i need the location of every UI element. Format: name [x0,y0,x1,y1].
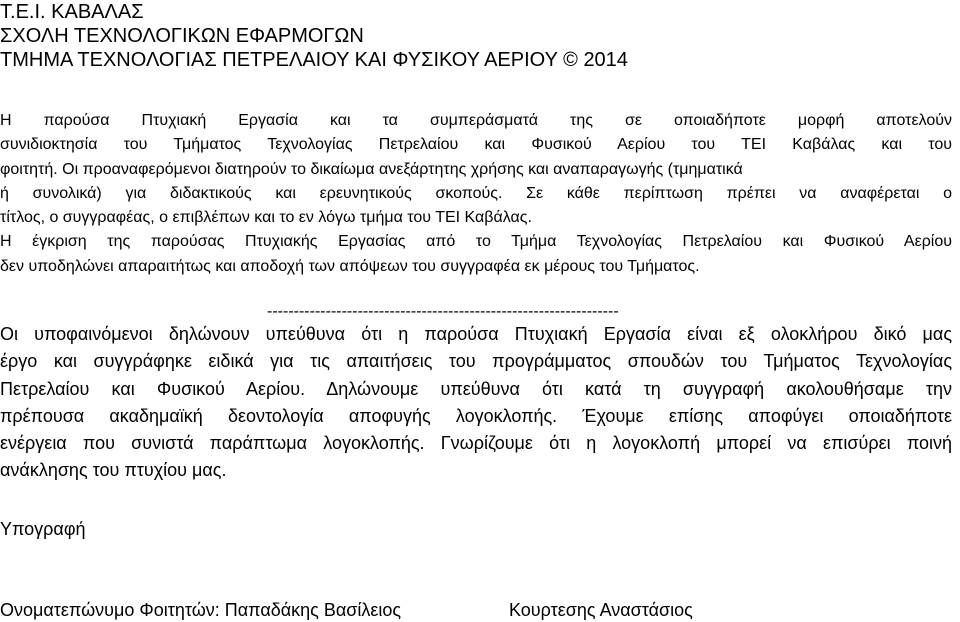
declaration-line: έργο και συγγράφηκε ειδικά για τις απαιτήσεις του προγράμματος σπουδών του Τμήματος Τεχνολογίας [0,351,952,372]
signature-label: Υπογραφή [0,519,86,539]
notice-line: ή συνολικά) για διδακτικούς και ερευνητικούς σκοπούς. Σε κάθε περίπτωση πρέπει να αναφέρεται ο [0,184,952,202]
department-line [0,48,960,72]
notice-line: Η έγκριση της παρούσας Πτυχιακής Εργασίας από το Τμήμα Τεχνολογίας Πετρελαίου και Φυσικού Αερίου [0,233,952,251]
declaration-line: Οι υποφαινόμενοι δηλώνουν υπεύθυνα ότι η παρούσα Πτυχιακή Εργασία είναι εξ ολοκλήρου δικό μας [0,324,952,344]
student-name: Ονοματεπώνυμο Φοιτητών: Παπαδάκης Βασίλειος [0,600,402,620]
document-header [0,0,960,72]
notice-line: φοιτητή. Οι προαναφερόμενοι διατηρούν το δικαίωμα ανεξάρτητης χρήσης και αναπαραγωγής (τμηματικά [0,160,743,178]
notice-line: δεν υποδηλώνει απαραιτήτως και αποδοχή των απόψεων του συγγραφέα εκ μέρους του Τμήματος. [0,257,700,275]
notice-line: Η παρούσα Πτυχιακή Εργασία και τα συμπεράσματά της σε οποιαδήποτε μορφή αποτελούν [0,112,952,129]
supervisor-name: Κουρτεσης Αναστάσιος [509,600,693,620]
school-name: ΣΧΟΛΗ ΤΕΧΝΟΛΟΓΙΚΩΝ ΕΦΑΡΜΟΓΩΝ [0,25,364,47]
declaration-line: Πετρελαίου και Φυσικού Αερίου. Δηλώνουμε υπεύθυνα ότι κατά τη συγγραφή ακολουθήσαμε την [0,378,952,399]
institution-name: Τ.Ε.Ι. ΚΑΒΑΛΑΣ [0,1,144,23]
section-separator: ------------------------------------------------------------------ [267,303,619,320]
author-declaration [0,321,952,485]
declaration-line: πρέπουσα ακαδημαϊκή δεοντολογία αποφυγής λογοκλοπής. Έχουμε επίσης αποφύγει οποιαδήποτε [0,405,952,426]
notice-line: συνιδιοκτησία του Τμήματος Τεχνολογίας Πετρελαίου και Φυσικού Αερίου του ΤΕΙ Καβάλας και του [0,136,952,154]
copyright-notice [0,109,952,279]
department-name: ΤΜΗΜΑ ΤΕΧΝΟΛΟΓΙΑΣ ΠΕΤΡΕΛΑΙΟΥ ΚΑΙ ΦΥΣΙΚΟΥ ΑΕΡΙΟΥ [0,49,558,71]
copyright-year: 2014 [583,49,628,71]
declaration-line: ανάκλησης του πτυχίου μας. [0,460,227,481]
declaration-line: ενέργεια που συνιστά παράπτωμα λογοκλοπής. Γνωρίζουμε ότι η λογοκλοπή μπορεί να επισύρει ποινή [0,433,952,454]
notice-line: τίτλος, ο συγγραφέας, ο επιβλέπων και το εν λόγω τμήμα του ΤΕΙ Καβάλας. [0,209,532,227]
copyright-icon: © [563,49,578,71]
